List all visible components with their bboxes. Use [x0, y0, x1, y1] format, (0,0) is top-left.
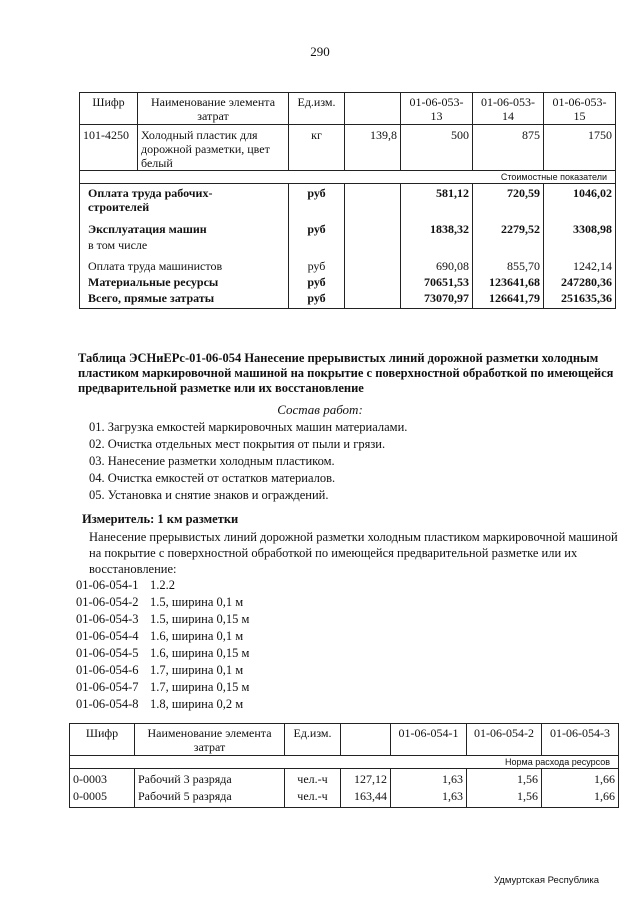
header-blank [345, 93, 401, 125]
rows-col3-cell [542, 769, 619, 808]
cost-unit-labor: руб [307, 186, 326, 200]
cost-13-total: 73070,97 [424, 291, 469, 305]
cost-15-total: 251635,36 [561, 291, 612, 305]
cost-blank-cell [345, 184, 401, 309]
row-price: 139,8 [345, 125, 401, 171]
cost-15-labor: 1046,02 [573, 186, 612, 200]
list-item [76, 679, 249, 696]
row-value-1: 1,63 [442, 789, 463, 803]
code: 01-06-054-1 [76, 578, 139, 592]
row-unit: чел.-ч [297, 789, 328, 803]
list-item [76, 594, 249, 611]
rows-name-cell [135, 769, 285, 808]
code: 01-06-054-7 [76, 680, 139, 694]
list-item: 03. Нанесение разметки холодным пластиком. [89, 454, 335, 468]
code-desc: 1.2.2 [150, 578, 175, 592]
resource-table-054 [69, 723, 619, 808]
cost-name-total: Всего, прямые затраты [88, 291, 215, 305]
row-value-1: 1,63 [442, 772, 463, 786]
cost-col14-cell [473, 184, 544, 309]
cost-name-labor: Оплата труда рабочих-строителей [88, 186, 213, 214]
table-row [80, 125, 616, 171]
row-value-13: 500 [401, 125, 473, 171]
work-steps [89, 419, 407, 504]
header-col-1: 01-06-054-1 [391, 724, 467, 756]
row-value-14: 875 [473, 125, 544, 171]
cost-unit-materials: руб [307, 275, 326, 289]
cost-14-machines: 2279,52 [501, 222, 540, 236]
row-value-3: 1,66 [594, 772, 615, 786]
row-code: 101-4250 [80, 125, 138, 171]
code-desc: 1.6, ширина 0,1 м [150, 629, 244, 643]
header-unit: Ед.изм. [285, 724, 341, 756]
row-name: Холодный пластик для дорожной разметки, цвет белый [138, 125, 289, 171]
header-col-14: 01-06-053-14 [473, 93, 544, 125]
row-name: Рабочий 3 разряда [138, 772, 232, 786]
cost-14-labor: 720,59 [507, 186, 540, 200]
cost-rows-block [80, 184, 616, 309]
list-item: 01. Загрузка емкостей маркировочных машин материалами. [89, 420, 408, 434]
row-price: 127,12 [354, 772, 387, 786]
row-code: 0-0003 [73, 772, 107, 786]
row-price: 163,44 [354, 789, 387, 803]
code-desc: 1.5, ширина 0,1 м [150, 595, 244, 609]
cost-unit-machines: руб [307, 222, 326, 236]
list-item: 05. Установка и снятие знаков и ограждений. [89, 488, 329, 502]
list-item: 02. Очистка отдельных мест покрытия от пыли и грязи. [89, 437, 386, 451]
header-code: Шифр [70, 724, 135, 756]
cost-15-machines: 3308,98 [573, 222, 612, 236]
row-name: Рабочий 5 разряда [138, 789, 232, 803]
cost-14-operators: 855,70 [507, 259, 540, 273]
cost-13-machines: 1838,32 [430, 222, 469, 236]
cost-name-machines: Эксплуатация машин [88, 222, 207, 236]
cost-13-operators: 690,08 [436, 259, 469, 273]
list-item [76, 577, 249, 594]
list-item [76, 611, 249, 628]
rows-col2-cell [467, 769, 542, 808]
rows-price-cell [341, 769, 391, 808]
section-label: Норма расхода ресурсов [70, 756, 619, 769]
code-desc: 1.5, ширина 0,15 м [150, 612, 250, 626]
rows-col1-cell [391, 769, 467, 808]
code: 01-06-054-8 [76, 697, 139, 711]
row-code: 0-0005 [73, 789, 107, 803]
list-item: 04. Очистка емкостей от остатков материалов. [89, 471, 336, 485]
footer-region: Удмуртская Республика [494, 875, 600, 886]
cost-name-operators: Оплата труда машинистов [88, 259, 223, 273]
header-code: Шифр [80, 93, 138, 125]
meter-label: Измеритель: 1 км разметки [82, 512, 239, 526]
code: 01-06-054-3 [76, 612, 139, 626]
header-blank [341, 724, 391, 756]
row-unit: кг [289, 125, 345, 171]
header-col-2: 01-06-054-2 [467, 724, 542, 756]
list-item [76, 696, 249, 713]
page-number: 290 [310, 44, 330, 59]
cost-table-053 [79, 92, 616, 309]
table-row [70, 769, 619, 808]
header-col-15: 01-06-053-15 [544, 93, 616, 125]
cost-14-total: 126641,79 [489, 291, 540, 305]
cost-names-cell [80, 184, 289, 309]
section-label: Стоимостные показатели [80, 171, 616, 184]
description-text: Нанесение прерывистых линий дорожной разметки холодным пластиком маркировочной машиной на покрытие с поверхностной обработкой по имеющейся предварительной разметке или их восстановление: [89, 530, 618, 576]
code-desc: 1.6, ширина 0,15 м [150, 646, 250, 660]
code: 01-06-054-2 [76, 595, 139, 609]
section-row [80, 171, 616, 184]
cost-14-materials: 123641,68 [489, 275, 540, 289]
cost-col13-cell [401, 184, 473, 309]
list-item [76, 645, 249, 662]
cost-name-including: в том числе [88, 238, 148, 252]
row-value-2: 1,56 [517, 772, 538, 786]
header-name: Наименование элемента затрат [138, 93, 289, 125]
list-item [76, 662, 249, 679]
header-name: Наименование элемента затрат [135, 724, 285, 756]
cost-15-operators: 1242,14 [573, 259, 612, 273]
table-heading: Таблица ЭСНиЕРс-01-06-054 Нанесение прерывистых линий дорожной разметки холодным пластиком маркировочной машиной на покрытие с поверхностной обработкой по имеющейся предварительной разметке или их восстановление [78, 351, 614, 395]
rows-code-cell [70, 769, 135, 808]
cost-15-materials: 247280,36 [561, 275, 612, 289]
header-col-13: 01-06-053-13 [401, 93, 473, 125]
row-value-15: 1750 [544, 125, 616, 171]
code-desc: 1.8, ширина 0,2 м [150, 697, 244, 711]
code-desc: 1.7, ширина 0,1 м [150, 663, 244, 677]
list-item [76, 628, 249, 645]
code-list [76, 577, 249, 713]
code: 01-06-054-4 [76, 629, 139, 643]
composition-title: Состав работ: [277, 402, 363, 417]
row-value-3: 1,66 [594, 789, 615, 803]
cost-col15-cell [544, 184, 616, 309]
cost-13-materials: 70651,53 [424, 275, 469, 289]
cost-name-materials: Материальные ресурсы [88, 275, 219, 289]
row-value-2: 1,56 [517, 789, 538, 803]
cost-units-cell [289, 184, 345, 309]
table-header-row [80, 93, 616, 125]
header-col-3: 01-06-054-3 [542, 724, 619, 756]
cost-13-labor: 581,12 [436, 186, 469, 200]
row-unit: чел.-ч [297, 772, 328, 786]
code-desc: 1.7, ширина 0,15 м [150, 680, 250, 694]
code: 01-06-054-6 [76, 663, 139, 677]
section-row [70, 756, 619, 769]
table-header-row [70, 724, 619, 756]
code: 01-06-054-5 [76, 646, 139, 660]
cost-unit-operators: руб [307, 259, 326, 273]
cost-unit-total: руб [307, 291, 326, 305]
rows-unit-cell [285, 769, 341, 808]
header-unit: Ед.изм. [289, 93, 345, 125]
